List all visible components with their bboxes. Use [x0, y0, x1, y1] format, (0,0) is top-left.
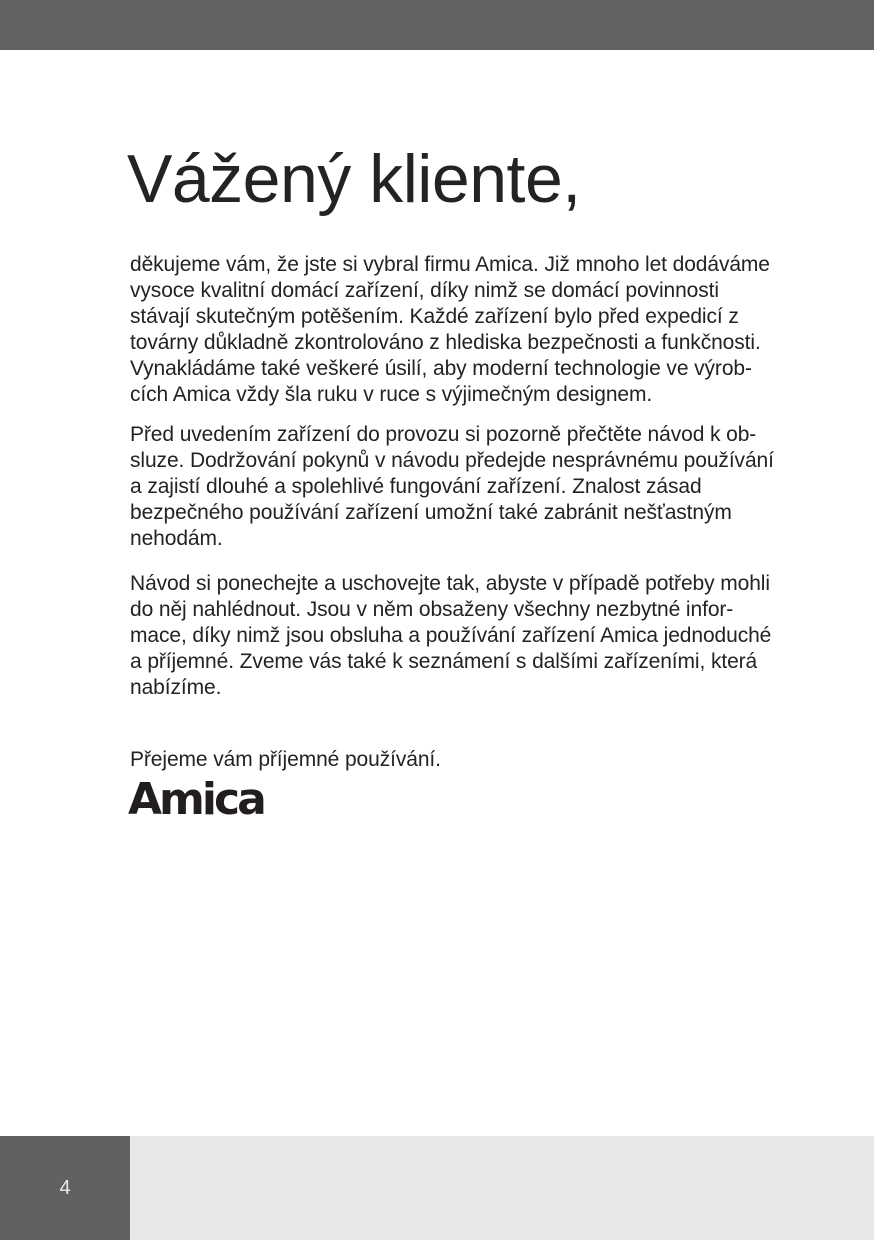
top-bar	[0, 0, 874, 50]
text-line: a zajistí dlouhé a spolehlivé fungování zařízení. Znalost zásad	[130, 475, 702, 498]
page-number-box	[0, 1136, 130, 1240]
text-line: a příjemné. Zveme vás také k seznámení s dalšími zařízeními, která	[130, 650, 758, 673]
text-line: Před uvedením zařízení do provozu si pozorně přečtěte návod k ob-	[130, 423, 757, 446]
text-line: mace, díky nimž jsou obsluha a používání zařízení Amica jednoduché	[130, 624, 772, 647]
paragraph-keep-manual	[130, 571, 790, 701]
footer-bar	[130, 1136, 874, 1240]
text-line: do něj nahlédnout. Jsou v něm obsaženy všechny nezbytné infor-	[130, 598, 734, 621]
text-line: Vynakládáme také veškeré úsilí, aby moderní technologie ve výrob-	[130, 357, 752, 380]
text-line: cích Amica vždy šla ruku v ruce s výjimečným designem.	[130, 383, 653, 406]
text-line: nehodám.	[130, 527, 223, 550]
text-line: vysoce kvalitní domácí zařízení, díky nimž se domácí povinnosti	[130, 279, 719, 302]
page-number: 4	[59, 1177, 71, 1199]
text-line: děkujeme vám, že jste si vybral firmu Amica. Již mnoho let dodáváme	[130, 253, 770, 276]
text-line: stávají skutečným potěšením. Každé zařízení bylo před expedicí z	[130, 305, 739, 328]
amica-logo: Amica	[128, 774, 264, 825]
closing-line: Přejeme vám příjemné používání.	[130, 748, 441, 771]
text-line: sluze. Dodržování pokynů v návodu předejde nesprávnému používání	[130, 449, 774, 472]
text-line: nabízíme.	[130, 676, 222, 699]
text-line: továrny důkladně zkontrolováno z hlediska bezpečnosti a funkčnosti.	[130, 331, 761, 354]
page-title: Vážený kliente,	[127, 141, 581, 217]
paragraph-intro	[130, 252, 790, 408]
paragraph-instructions	[130, 422, 790, 552]
text-line: Návod si ponechejte a uschovejte tak, abyste v případě potřeby mohli	[130, 572, 770, 595]
text-line: bezpečného používání zařízení umožní také zabránit nešťastným	[130, 501, 732, 524]
